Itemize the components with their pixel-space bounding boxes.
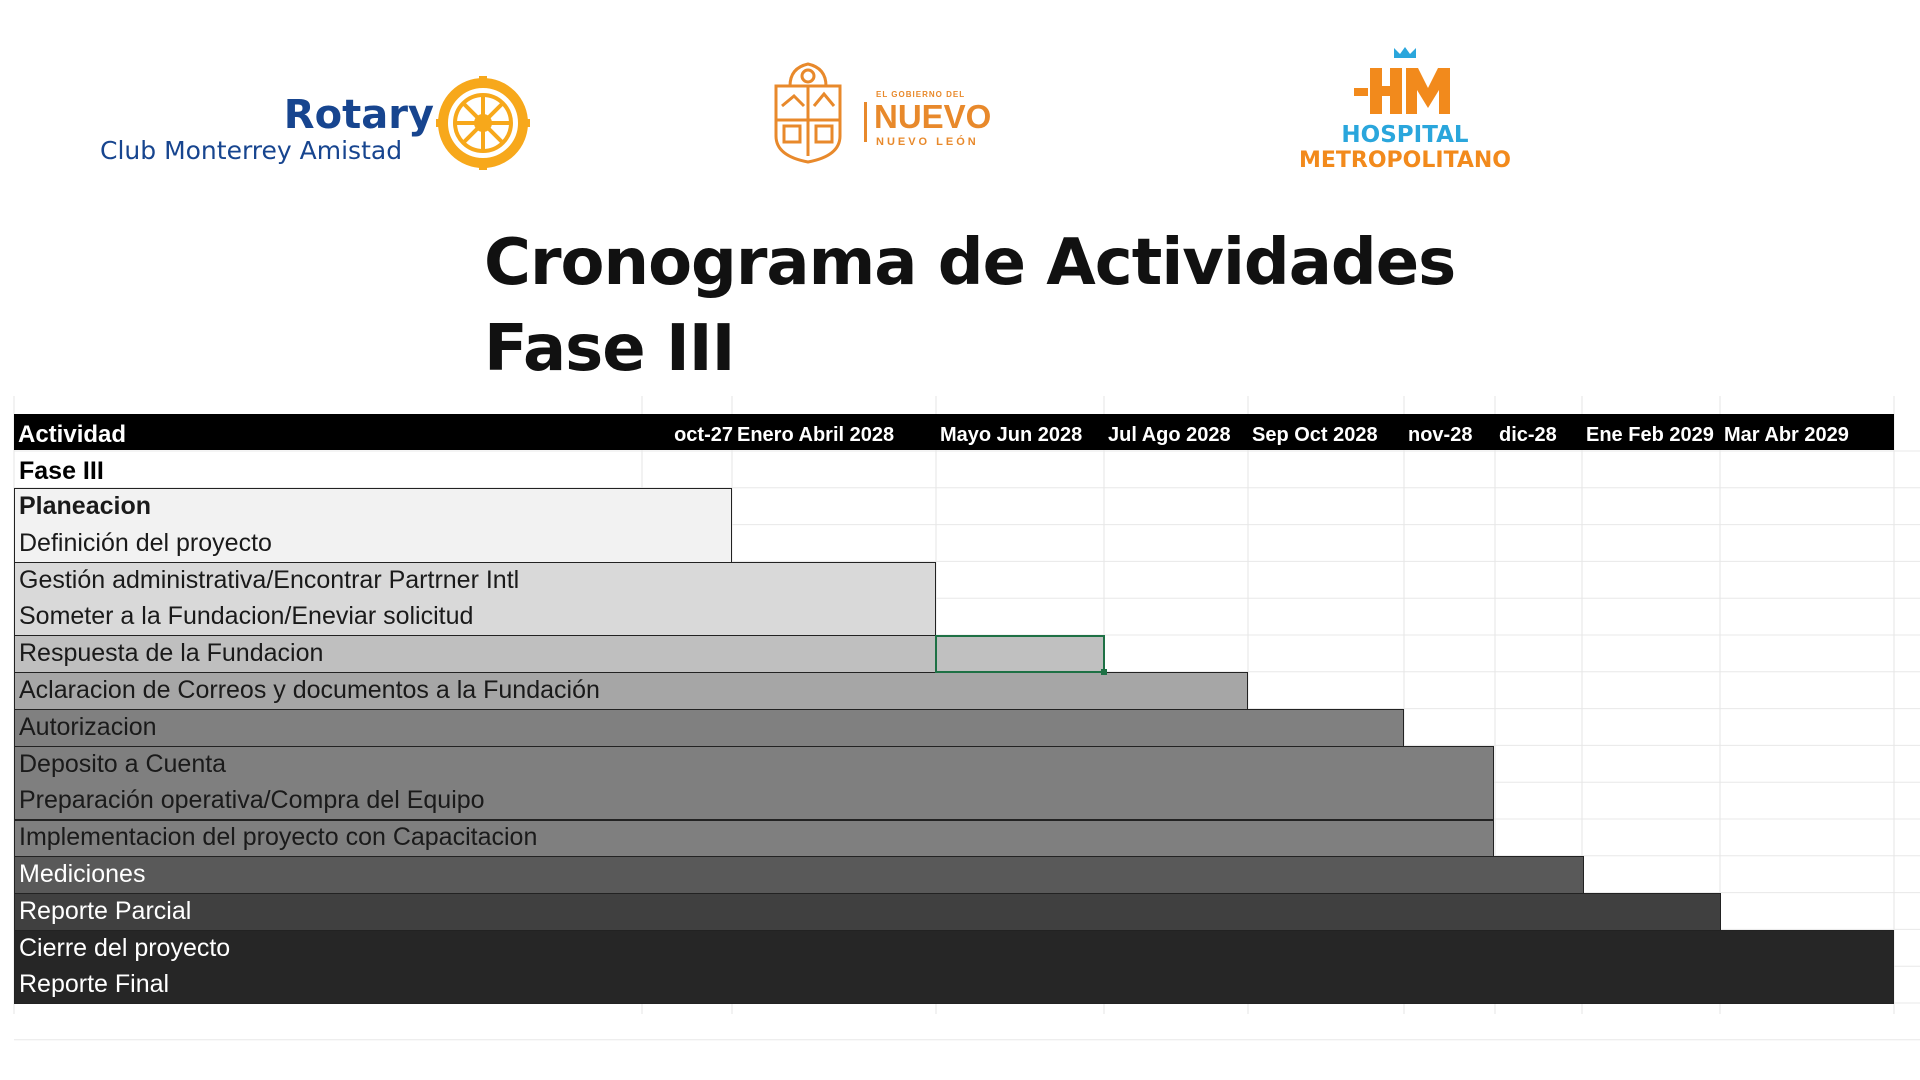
activity-label: Definición del proyecto: [19, 528, 272, 557]
hospital-line1: HOSPITAL: [1341, 122, 1469, 148]
nuevo-leon-sub-text: NUEVO LEÓN: [876, 136, 979, 148]
nuevo-leon-main-text: NUEVO: [874, 98, 992, 135]
activity-label: Respuesta de la Fundacion: [19, 639, 324, 668]
header-actividad: Actividad: [18, 421, 127, 448]
header-col-3: Jul Ago 2028: [1108, 424, 1231, 446]
activity-label: Cierre del proyecto: [19, 933, 231, 962]
fill-handle[interactable]: [1101, 669, 1107, 675]
activity-label: Mediciones: [19, 860, 146, 888]
title-line1: Cronograma de Actividades: [484, 226, 1456, 300]
activity-label: Aclaracion de Correos y documentos a la Fundación: [19, 676, 600, 704]
title-line2: Fase III: [484, 312, 735, 386]
activity-label: Someter a la Fundacion/Eneviar solicitud: [19, 602, 474, 631]
activity-label: Preparación operativa/Compra del Equipo: [19, 786, 485, 815]
header-col-1: Enero Abril 2028: [737, 424, 895, 446]
header-col-6: dic-28: [1499, 424, 1557, 446]
nuevo-leon-top-text: EL GOBIERNO DEL: [876, 90, 966, 99]
activity-label: Implementacion del proyecto con Capacitacion: [19, 823, 538, 852]
header-col-8: Mar Abr 2029: [1724, 424, 1849, 446]
header-col-5: nov-28: [1408, 424, 1473, 446]
rotary-name: Rotary: [283, 92, 434, 138]
header-col-2: Mayo Jun 2028: [940, 424, 1083, 446]
activity-label: Planeacion: [19, 492, 151, 520]
header-col-4: Sep Oct 2028: [1252, 424, 1378, 446]
activity-label: Deposito a Cuenta: [19, 749, 227, 778]
hospital-line2: METROPOLITANO: [1298, 148, 1512, 173]
header-col-7: Ene Feb 2029: [1586, 424, 1714, 446]
phase-label: Fase III: [19, 457, 104, 485]
gantt-bar-7: [14, 893, 1721, 931]
selected-cell[interactable]: [935, 635, 1105, 673]
activity-label: Gestión administrativa/Encontrar Partrner Intl: [19, 565, 520, 594]
gantt-bar-4: [14, 709, 1404, 747]
activity-label: Reporte Parcial: [19, 896, 192, 925]
gantt-bar-6: [14, 856, 1584, 894]
gantt-bar-8: [14, 930, 1894, 1005]
activity-label: Reporte Final: [19, 970, 170, 999]
activity-label: Autorizacion: [19, 712, 157, 741]
rotary-club-name: Club Monterrey Amistad: [100, 136, 403, 165]
header-col-0: oct-27: [674, 424, 733, 446]
